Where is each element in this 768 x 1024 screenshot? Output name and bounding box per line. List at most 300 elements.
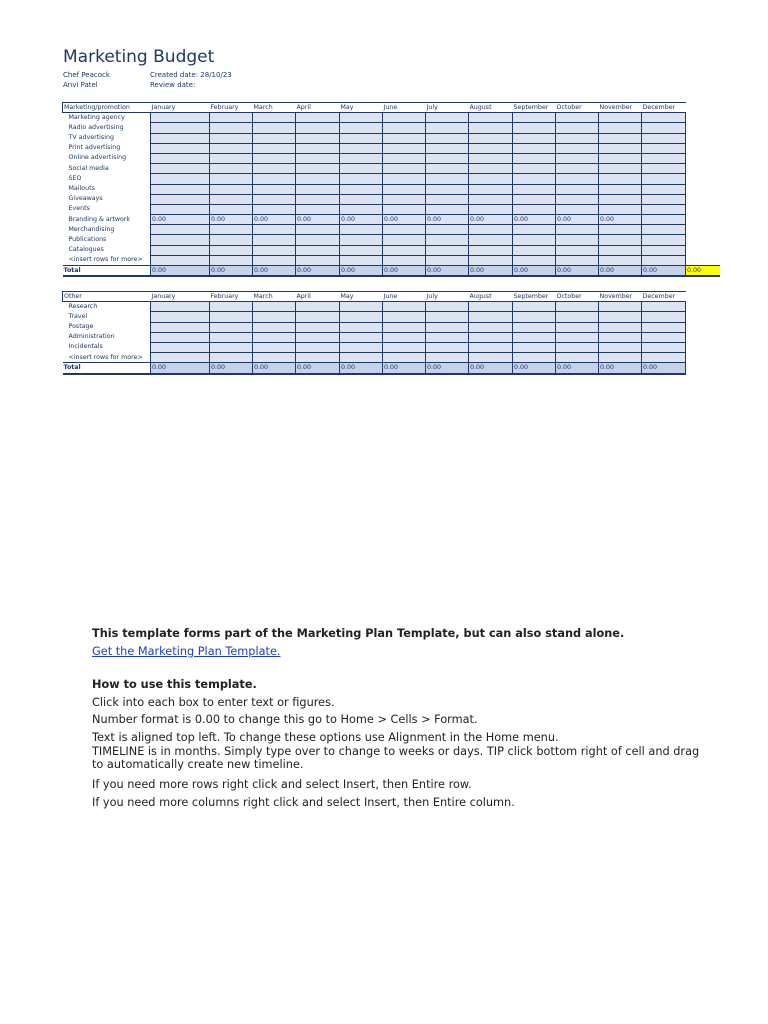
budget-cell[interactable] [253,235,296,245]
budget-cell[interactable] [383,235,426,245]
budget-cell[interactable] [642,302,686,312]
budget-cell[interactable] [340,353,383,363]
instruction-line-4: TIMELINE is in months. Simply type over to change to weeks or days. TIP click bottom right of cell and drag to automatically create new timeline. [92,745,700,771]
budget-cell[interactable] [296,194,340,204]
budget-cell[interactable] [513,143,556,153]
budget-cell[interactable] [151,153,210,163]
budget-cell[interactable]: 0.00 [469,215,513,225]
budget-cell[interactable] [151,225,210,235]
budget-cell[interactable] [296,174,340,184]
marketing-plan-link[interactable]: Get the Marketing Plan Template. [92,644,281,658]
budget-cell[interactable] [210,184,253,194]
budget-cell[interactable] [599,123,642,133]
total-cell[interactable]: 0.00 [469,363,513,374]
budget-cell[interactable] [151,332,210,342]
total-cell[interactable]: 0.00 [296,363,340,374]
grand-total-cell[interactable]: 0.00 [686,266,720,277]
budget-cell[interactable] [296,204,340,214]
dates [150,70,232,90]
budget-cell[interactable] [383,353,426,363]
total-cell[interactable]: 0.00 [556,266,599,277]
budget-cell[interactable] [383,204,426,214]
owners [63,70,110,90]
budget-cell[interactable] [513,235,556,245]
budget-cell[interactable] [599,194,642,204]
budget-cell[interactable] [383,123,426,133]
budget-cell[interactable] [253,174,296,184]
row-label: Research [68,303,98,311]
budget-cell[interactable] [340,133,383,143]
budget-cell[interactable] [513,204,556,214]
budget-cell[interactable] [469,245,513,255]
budget-cell[interactable] [469,255,513,265]
budget-cell[interactable] [253,353,296,363]
budget-cell[interactable]: 0.00 [253,215,296,225]
budget-cell[interactable] [556,235,599,245]
budget-cell[interactable] [383,113,426,123]
budget-cell[interactable] [599,164,642,174]
budget-cell[interactable] [383,133,426,143]
budget-cell[interactable] [556,312,599,322]
budget-cell[interactable] [599,235,642,245]
budget-cell[interactable] [296,245,340,255]
budget-cell[interactable] [253,164,296,174]
budget-cell[interactable] [210,255,253,265]
budget-cell[interactable] [210,113,253,123]
category-header: Marketing/promotion [63,103,151,113]
budget-cell[interactable] [599,174,642,184]
budget-cell[interactable] [253,143,296,153]
budget-cell[interactable] [253,312,296,322]
budget-cell[interactable] [151,164,210,174]
row-label: Marketing agency [68,114,125,122]
budget-cell[interactable] [253,204,296,214]
budget-cell[interactable] [642,194,686,204]
budget-cell[interactable] [469,133,513,143]
budget-cell[interactable] [253,302,296,312]
budget-cell[interactable] [513,123,556,133]
budget-cell[interactable] [426,123,469,133]
budget-cell[interactable] [556,194,599,204]
budget-cell[interactable] [383,322,426,332]
budget-cell[interactable] [469,312,513,322]
budget-cell[interactable] [210,133,253,143]
budget-cell[interactable] [469,153,513,163]
budget-cell[interactable] [296,342,340,352]
budget-cell[interactable] [151,174,210,184]
budget-cell[interactable] [599,322,642,332]
budget-cell[interactable] [642,225,686,235]
budget-cell[interactable]: 0.00 [426,215,469,225]
total-cell[interactable]: 0.00 [383,266,426,277]
budget-cell[interactable]: 0.00 [151,215,210,225]
budget-cell[interactable] [426,342,469,352]
budget-cell[interactable] [340,235,383,245]
budget-cell[interactable] [556,322,599,332]
budget-cell[interactable] [383,164,426,174]
total-cell[interactable]: 0.00 [210,266,253,277]
budget-cell[interactable] [426,194,469,204]
budget-cell[interactable] [151,322,210,332]
budget-cell[interactable] [556,164,599,174]
budget-cell[interactable] [383,332,426,342]
budget-cell[interactable] [642,332,686,342]
total-cell[interactable]: 0.00 [253,363,296,374]
budget-cell[interactable] [210,235,253,245]
budget-cell[interactable] [253,133,296,143]
budget-cell[interactable] [210,302,253,312]
budget-cell[interactable] [599,302,642,312]
total-cell[interactable]: 0.00 [151,363,210,374]
budget-cell[interactable] [151,194,210,204]
budget-cell[interactable] [469,113,513,123]
total-cell[interactable]: 0.00 [642,363,686,374]
total-cell[interactable]: 0.00 [599,266,642,277]
budget-cell[interactable] [513,245,556,255]
budget-cell[interactable] [210,353,253,363]
budget-cell[interactable] [556,174,599,184]
budget-cell[interactable] [340,164,383,174]
total-cell[interactable]: 0.00 [513,266,556,277]
budget-cell[interactable] [599,184,642,194]
budget-cell[interactable] [253,225,296,235]
budget-cell[interactable] [340,312,383,322]
budget-cell[interactable] [642,184,686,194]
budget-cell[interactable] [340,123,383,133]
budget-cell[interactable] [642,143,686,153]
budget-cell[interactable] [426,143,469,153]
budget-cell[interactable] [151,123,210,133]
budget-cell[interactable] [556,353,599,363]
budget-cell[interactable] [469,225,513,235]
budget-cell[interactable] [340,153,383,163]
budget-cell[interactable] [642,123,686,133]
budget-cell[interactable] [513,322,556,332]
budget-cell[interactable] [556,245,599,255]
budget-cell[interactable] [469,302,513,312]
budget-cell[interactable] [426,204,469,214]
table-row [63,312,686,322]
budget-cell[interactable] [296,255,340,265]
budget-cell[interactable] [383,312,426,322]
budget-cell[interactable] [599,312,642,322]
budget-cell[interactable] [340,342,383,352]
budget-cell[interactable] [210,322,253,332]
budget-cell[interactable] [513,225,556,235]
budget-cell[interactable] [556,332,599,342]
budget-cell[interactable] [513,312,556,322]
budget-cell[interactable] [296,123,340,133]
budget-cell[interactable] [642,174,686,184]
row-label: Merchandising [68,225,115,233]
budget-cell[interactable] [151,302,210,312]
budget-cell[interactable] [253,255,296,265]
total-cell[interactable]: 0.00 [340,363,383,374]
budget-cell[interactable] [599,113,642,123]
budget-cell[interactable] [599,133,642,143]
budget-cell[interactable] [340,143,383,153]
budget-cell[interactable] [556,302,599,312]
budget-cell[interactable] [151,353,210,363]
budget-cell[interactable] [469,353,513,363]
budget-cell[interactable] [383,255,426,265]
budget-cell[interactable] [599,204,642,214]
budget-cell[interactable] [469,342,513,352]
budget-cell[interactable] [556,342,599,352]
budget-cell[interactable] [151,184,210,194]
budget-cell[interactable] [426,255,469,265]
instruction-line-5: If you need more rows right click and select Insert, then Entire row. [92,778,472,791]
total-cell[interactable]: 0.00 [210,363,253,374]
budget-cell[interactable] [426,225,469,235]
budget-cell[interactable] [383,245,426,255]
budget-cell[interactable] [253,342,296,352]
budget-cell[interactable] [253,245,296,255]
month-header: February [210,103,253,113]
total-label: Total [63,266,151,277]
budget-cell[interactable] [469,204,513,214]
budget-cell[interactable] [210,194,253,204]
budget-cell[interactable] [426,174,469,184]
budget-cell[interactable] [340,225,383,235]
budget-cell[interactable] [210,332,253,342]
budget-cell[interactable] [426,322,469,332]
budget-cell[interactable] [340,255,383,265]
budget-cell[interactable] [513,302,556,312]
budget-cell[interactable] [642,133,686,143]
budget-cell[interactable] [513,255,556,265]
budget-cell[interactable] [383,174,426,184]
budget-cell[interactable] [599,143,642,153]
budget-cell[interactable] [426,133,469,143]
budget-cell[interactable] [296,153,340,163]
budget-cell[interactable] [210,342,253,352]
budget-cell[interactable] [599,332,642,342]
budget-cell[interactable] [210,164,253,174]
budget-cell[interactable]: 0.00 [556,215,599,225]
budget-cell[interactable]: 0.00 [599,215,642,225]
budget-cell[interactable] [513,164,556,174]
total-cell[interactable]: 0.00 [383,363,426,374]
budget-cell[interactable] [253,123,296,133]
budget-cell[interactable] [599,153,642,163]
budget-cell[interactable] [253,194,296,204]
budget-cell[interactable] [383,194,426,204]
budget-cell[interactable] [556,143,599,153]
budget-cell[interactable] [599,342,642,352]
budget-cell[interactable] [383,184,426,194]
total-cell[interactable]: 0.00 [426,363,469,374]
budget-cell[interactable] [556,225,599,235]
budget-cell[interactable] [426,113,469,123]
budget-cell[interactable] [642,342,686,352]
budget-cell[interactable] [642,322,686,332]
budget-cell[interactable] [469,143,513,153]
budget-cell[interactable] [151,113,210,123]
budget-cell[interactable] [513,184,556,194]
how-to-title: How to use this template. [92,678,257,691]
budget-cell[interactable] [642,113,686,123]
budget-cell[interactable] [426,353,469,363]
budget-cell[interactable] [513,153,556,163]
budget-cell[interactable] [513,133,556,143]
budget-cell[interactable] [296,322,340,332]
budget-cell[interactable] [599,353,642,363]
budget-cell[interactable] [253,153,296,163]
budget-cell[interactable]: 0.00 [340,215,383,225]
total-cell[interactable]: 0.00 [296,266,340,277]
budget-cell[interactable] [151,342,210,352]
budget-cell[interactable] [513,194,556,204]
budget-cell[interactable] [513,353,556,363]
budget-cell[interactable] [253,332,296,342]
budget-cell[interactable] [426,302,469,312]
budget-cell[interactable] [151,133,210,143]
budget-cell[interactable] [556,255,599,265]
budget-cell[interactable] [383,153,426,163]
budget-cell[interactable] [253,184,296,194]
budget-cell[interactable] [151,235,210,245]
budget-cell[interactable] [556,204,599,214]
row-label: Events [68,205,90,213]
budget-cell[interactable] [296,353,340,363]
budget-cell[interactable] [469,174,513,184]
budget-cell[interactable] [642,353,686,363]
month-header: September [513,103,556,113]
budget-cell[interactable]: 0.00 [513,215,556,225]
budget-cell[interactable] [296,143,340,153]
budget-cell[interactable] [340,245,383,255]
budget-cell[interactable]: 0.00 [296,215,340,225]
total-cell[interactable]: 0.00 [642,266,686,277]
budget-cell[interactable] [296,184,340,194]
budget-cell[interactable] [426,235,469,245]
budget-cell[interactable] [426,245,469,255]
budget-cell[interactable] [383,302,426,312]
budget-cell[interactable] [426,164,469,174]
row-label: <insert rows for more> [68,256,143,264]
budget-cell[interactable] [513,342,556,352]
budget-cell[interactable] [253,322,296,332]
budget-cell[interactable] [340,332,383,342]
budget-cell[interactable] [210,153,253,163]
budget-cell[interactable] [599,245,642,255]
budget-cell[interactable] [556,113,599,123]
budget-cell[interactable] [210,204,253,214]
month-header: July [426,103,469,113]
instructions [92,626,712,810]
budget-cell[interactable]: 0.00 [210,215,253,225]
budget-cell[interactable] [210,123,253,133]
budget-cell[interactable] [210,225,253,235]
budget-cell[interactable] [426,184,469,194]
budget-cell[interactable] [556,184,599,194]
budget-cell[interactable] [340,184,383,194]
budget-cell[interactable] [513,113,556,123]
budget-cell[interactable] [642,215,686,225]
budget-cell[interactable] [151,204,210,214]
budget-cell[interactable] [340,204,383,214]
budget-cell[interactable] [426,153,469,163]
budget-cell[interactable]: 0.00 [383,215,426,225]
budget-cell[interactable] [599,225,642,235]
budget-cell[interactable] [642,235,686,245]
budget-cell[interactable] [469,164,513,174]
budget-cell[interactable] [296,302,340,312]
budget-cell[interactable] [296,113,340,123]
budget-cell[interactable] [469,194,513,204]
budget-cell[interactable] [469,123,513,133]
budget-cell[interactable] [469,235,513,245]
total-cell[interactable]: 0.00 [340,266,383,277]
budget-cell[interactable] [296,133,340,143]
budget-cell[interactable] [340,322,383,332]
budget-cell[interactable] [383,342,426,352]
budget-cell[interactable] [340,194,383,204]
total-cell[interactable]: 0.00 [556,363,599,374]
budget-cell[interactable] [599,255,642,265]
total-cell[interactable]: 0.00 [151,266,210,277]
total-cell[interactable]: 0.00 [469,266,513,277]
budget-cell[interactable] [340,174,383,184]
budget-cell[interactable] [556,123,599,133]
budget-cell[interactable] [296,312,340,322]
budget-cell[interactable] [556,153,599,163]
budget-cell[interactable] [296,164,340,174]
total-cell[interactable]: 0.00 [513,363,556,374]
budget-cell[interactable] [340,302,383,312]
budget-cell[interactable] [642,245,686,255]
budget-cell[interactable] [151,312,210,322]
total-cell[interactable]: 0.00 [426,266,469,277]
budget-cell[interactable] [426,312,469,322]
budget-cell[interactable] [426,332,469,342]
total-cell[interactable]: 0.00 [599,363,642,374]
budget-cell[interactable] [253,113,296,123]
budget-cell[interactable] [296,225,340,235]
budget-cell[interactable] [210,143,253,153]
budget-cell[interactable] [513,332,556,342]
budget-cell[interactable] [469,184,513,194]
budget-cell[interactable] [151,245,210,255]
total-cell[interactable]: 0.00 [253,266,296,277]
budget-cell[interactable] [210,174,253,184]
budget-cell[interactable] [556,133,599,143]
table-row [63,302,686,312]
row-label: Mailouts [68,185,95,192]
budget-cell[interactable] [642,204,686,214]
budget-cell[interactable] [469,322,513,332]
budget-cell[interactable] [296,235,340,245]
table-row [63,164,720,174]
budget-cell[interactable] [296,332,340,342]
budget-cell[interactable] [642,255,686,265]
budget-cell[interactable] [469,332,513,342]
budget-cell[interactable] [210,312,253,322]
table-row [63,225,720,235]
budget-cell[interactable] [642,153,686,163]
budget-cell[interactable] [642,164,686,174]
month-header: July [426,292,469,302]
budget-cell[interactable] [642,312,686,322]
budget-cell[interactable] [151,143,210,153]
budget-cell[interactable] [383,143,426,153]
budget-cell[interactable] [151,255,210,265]
budget-cell[interactable] [513,174,556,184]
budget-cell[interactable] [340,113,383,123]
budget-cell[interactable] [210,245,253,255]
budget-cell[interactable] [383,225,426,235]
